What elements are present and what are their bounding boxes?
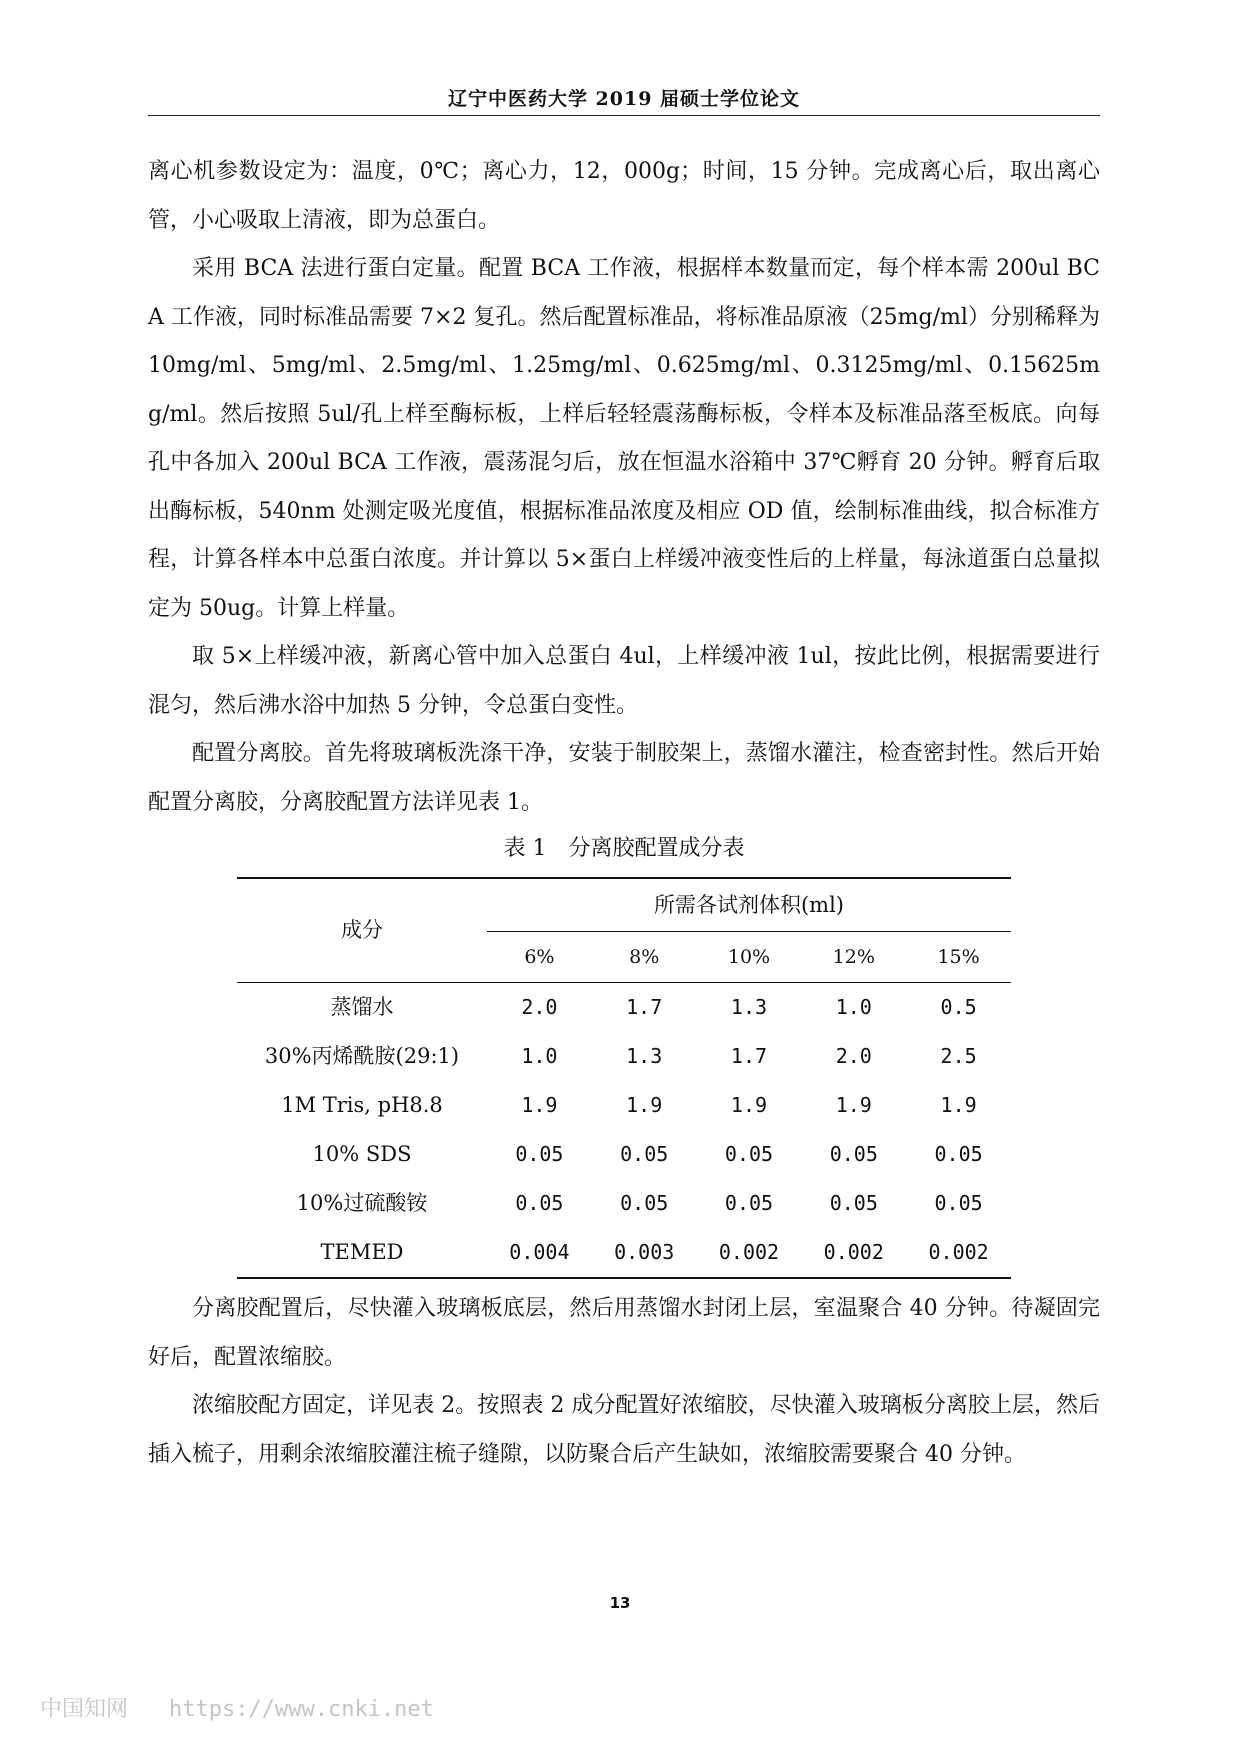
table-cell: 1.3 bbox=[626, 1044, 663, 1069]
table-cell: 1.9 bbox=[521, 1093, 558, 1118]
watermark-url: https://www.cnki.net bbox=[169, 1697, 434, 1722]
table-row bbox=[237, 1081, 1011, 1130]
row-label: 10% SDS bbox=[312, 1142, 412, 1167]
table-cell: 0.002 bbox=[697, 1228, 802, 1278]
table-cell: 1.7 bbox=[626, 995, 663, 1020]
table-cell: 0.05 bbox=[934, 1142, 983, 1167]
table-cell: 1.0 bbox=[835, 995, 872, 1020]
table-row bbox=[237, 1130, 1011, 1179]
table-cell: 0.002 bbox=[906, 1228, 1011, 1278]
table-cell: 2.0 bbox=[521, 995, 558, 1020]
row-label: 30%丙烯酰胺(29:1) bbox=[264, 1044, 460, 1069]
table-cell: 0.002 bbox=[801, 1228, 906, 1278]
column-header: 10% bbox=[697, 932, 802, 983]
table-cell: 0.5 bbox=[940, 995, 977, 1020]
table-cell: 1.0 bbox=[521, 1044, 558, 1069]
cnki-watermark bbox=[40, 1692, 434, 1723]
table-row bbox=[237, 983, 1011, 1033]
paragraph: 采用 BCA 法进行蛋白定量。配置 BCA 工作液，根据样本数量而定，每个样本需 200ul BCA 工作液，同时标准品需要 7×2 复孔。然后配置标准品，将标准品原液（25mg/ml）分别稀释为 10mg/ml、5mg/ml、2.5mg/ml、1.25mg/ml、0.625mg/ml、0.3125mg/ml、0.15625mg/ml。然后按照 5ul/孔上样至酶标板，上样后轻轻震荡酶标板，令样本及标准品落至板底。向每孔中各加入 200ul BCA 工作液，震荡混匀后，放在恒温水浴箱中 37℃孵育 20 分钟。孵育后取出酶标板，540nm 处测定吸光度值，根据标准品浓度及相应 OD 值，绘制标准曲线，拟合标准方程，计算各样本中总蛋白浓度。并计算以 5×蛋白上样缓冲液变性后的上样量，每泳道蛋白总量拟定为 50ug。计算上样量。 bbox=[148, 256, 1100, 621]
table-row bbox=[237, 1228, 1011, 1278]
table-cell: 0.05 bbox=[515, 1142, 564, 1167]
table-caption: 表 1 分离胶配置成分表 bbox=[503, 836, 745, 861]
table-cell: 0.003 bbox=[592, 1228, 697, 1278]
row-label: 蒸馏水 bbox=[330, 995, 394, 1020]
table-cell: 2.5 bbox=[940, 1044, 977, 1069]
table-cell: 0.05 bbox=[829, 1142, 878, 1167]
column-header: 6% bbox=[487, 932, 592, 983]
table-cell: 1.3 bbox=[730, 995, 768, 1020]
table-cell: 0.05 bbox=[829, 1191, 878, 1216]
table-cell: 1.7 bbox=[730, 1044, 768, 1069]
watermark-brand: 中国知网 bbox=[40, 1697, 129, 1722]
table-row bbox=[237, 1179, 1011, 1228]
column-header: 15% bbox=[906, 932, 1011, 983]
table-cell: 0.05 bbox=[724, 1142, 774, 1167]
column-header: 8% bbox=[592, 932, 697, 983]
table-cell: 2.0 bbox=[835, 1044, 872, 1069]
table-cell: 0.05 bbox=[934, 1191, 983, 1216]
table-cell: 0.05 bbox=[724, 1191, 774, 1216]
page-body bbox=[148, 148, 1100, 1479]
column-header: 12% bbox=[801, 932, 906, 983]
paragraph: 分离胶配置后，尽快灌入玻璃板底层，然后用蒸馏水封闭上层，室温聚合 40 分钟。待凝固完好后，配置浓缩胶。 bbox=[148, 1296, 1100, 1370]
paragraph: 离心机参数设定为：温度，0℃；离心力，12，000g；时间，15 分钟。完成离心后，取出离心管，小心吸取上清液，即为总蛋白。 bbox=[148, 159, 1100, 233]
column-group-header: 所需各试剂体积(ml) bbox=[487, 878, 1011, 932]
table-cell: 1.9 bbox=[626, 1093, 663, 1118]
table-cell: 0.004 bbox=[487, 1228, 592, 1278]
paragraph: 配置分离胶。首先将玻璃板洗涤干净，安装于制胶架上，蒸馏水灌注，检查密封性。然后开始配置分离胶，分离胶配置方法详见表 1。 bbox=[148, 741, 1100, 815]
table-cell: 0.05 bbox=[620, 1142, 669, 1167]
page-number: 13 bbox=[609, 1594, 631, 1612]
table-cell: 0.05 bbox=[620, 1191, 669, 1216]
table-cell: 0.05 bbox=[515, 1191, 564, 1216]
gel-composition-table bbox=[237, 877, 1011, 1279]
header-rule bbox=[148, 115, 1100, 116]
page-header-title: 辽宁中医药大学 2019 届硕士学位论文 bbox=[447, 88, 801, 110]
row-label: 10%过硫酸铵 bbox=[296, 1191, 428, 1216]
row-label: 1M Tris, pH8.8 bbox=[281, 1093, 443, 1118]
table-cell: 1.9 bbox=[835, 1093, 872, 1118]
paragraph: 取 5×上样缓冲液，新离心管中加入总蛋白 4ul，上样缓冲液 1ul，按此比例，根据需要进行混匀，然后沸水浴中加热 5 分钟，令总蛋白变性。 bbox=[148, 644, 1100, 718]
paragraph: 浓缩胶配方固定，详见表 2。按照表 2 成分配置好浓缩胶，尽快灌入玻璃板分离胶上层，然后插入梳子，用剩余浓缩胶灌注梳子缝隙，以防聚合后产生缺如，浓缩胶需要聚合 40 分钟。 bbox=[148, 1393, 1100, 1467]
table-cell: 1.9 bbox=[940, 1093, 977, 1118]
table-row bbox=[237, 1032, 1011, 1081]
row-label: TEMED bbox=[237, 1228, 487, 1278]
column-header-component: 成分 bbox=[237, 878, 487, 983]
table-cell: 1.9 bbox=[730, 1093, 768, 1118]
